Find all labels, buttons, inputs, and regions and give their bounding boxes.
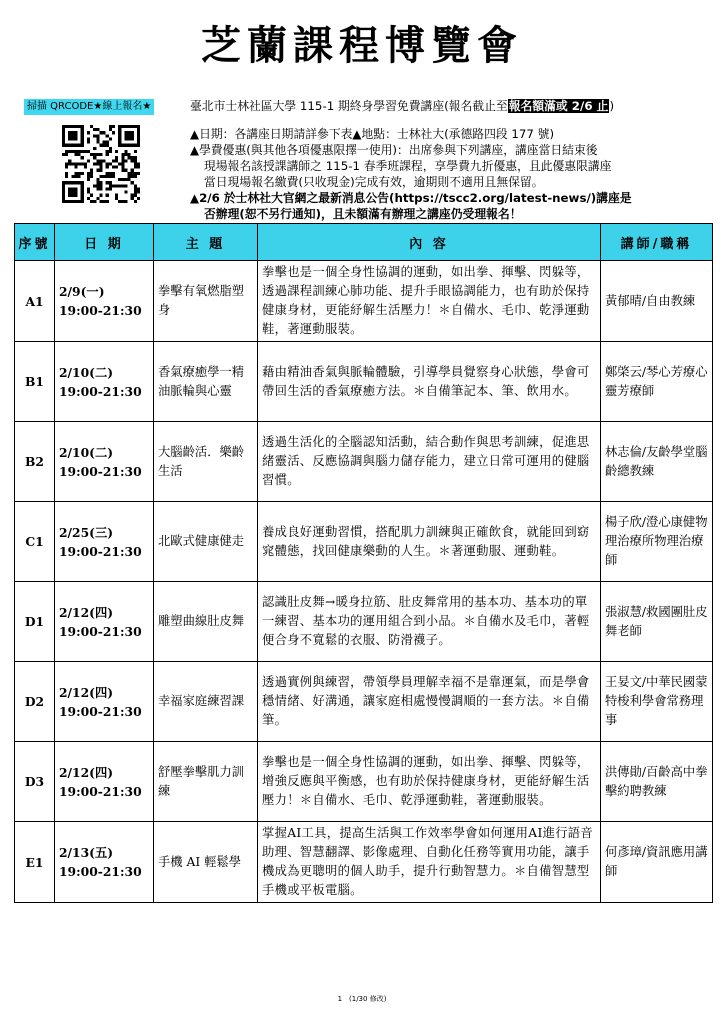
course-time: 19:00-21:30 — [59, 703, 142, 719]
course-content: 藉由精油香氣與脈輪體驗，引導學員覺察身心狀態，學會可帶回生活的香氣療癒方法。＊自備筆記本、筆、飲用水。 — [258, 342, 601, 422]
course-day: 2/25(三) — [59, 524, 114, 540]
course-code: A1 — [15, 261, 55, 342]
header-date: 日 期 — [55, 224, 154, 261]
header-code: 序號 — [15, 224, 55, 261]
course-time: 19:00-21:30 — [59, 383, 142, 399]
header-teacher: 講師/職稱 — [601, 224, 713, 261]
course-content: 透過生活化的全腦認知活動，結合動作與思考訓練，促進思緒靈活、反應協調與腦力儲存能力，建立日常可運用的健腦習慣。 — [258, 422, 601, 502]
course-date — [55, 422, 154, 502]
course-topic: 雕塑曲線肚皮舞 — [154, 582, 258, 662]
course-teacher: 張淑慧/救國團肚皮舞老師 — [601, 582, 713, 662]
course-content: 拳擊也是一個全身性協調的運動，如出拳、揮擊、閃躲等，增強反應與平衡感，也有助於保持健康身材，更能紓解生活壓力！＊自備水、毛巾、乾淨運動鞋，著運動服裝。 — [258, 742, 601, 822]
course-teacher: 鄭棨云/琴心芳療心靈芳療師 — [601, 342, 713, 422]
course-date — [55, 822, 154, 903]
course-topic: 香氣療癒學一精油脈輪與心靈 — [154, 342, 258, 422]
deadline-highlight: 報名額滿或 2/6 止 — [508, 99, 609, 113]
table-row — [15, 502, 713, 582]
page-title: 芝蘭課程博覽會 — [201, 23, 523, 69]
course-code: D2 — [15, 662, 55, 742]
course-day: 2/9(一) — [59, 284, 105, 299]
course-code: B2 — [15, 422, 55, 502]
course-teacher: 林志倫/友齡學堂腦齡總教練 — [601, 422, 713, 502]
table-row — [15, 742, 713, 822]
course-date — [55, 662, 154, 742]
course-teacher: 黃郁晴/自由教練 — [601, 261, 713, 342]
qr-code-icon[interactable] — [62, 125, 140, 203]
table-row — [15, 822, 713, 903]
course-topic: 幸福家庭練習課 — [154, 662, 258, 742]
course-teacher: 何彥璋/資訊應用講師 — [601, 822, 713, 903]
table-row — [15, 662, 713, 742]
course-content: 拳擊也是一個全身性協調的運動，如出拳、揮擊、閃躲等，透過課程訓練心肺功能、提升手眼協調能力，也有助於保持健康身材，更能紓解生活壓力！＊自備水、毛巾、乾淨運動鞋，著運動服裝。 — [258, 261, 601, 342]
info-line-4: 現場報名該授課講師之 115-1 春季班課程，享學費九折優惠，且此優惠限講座 — [204, 159, 612, 173]
course-date — [55, 742, 154, 822]
course-code: B1 — [15, 342, 55, 422]
course-topic: 手機 AI 輕鬆學 — [154, 822, 258, 903]
info-line-2: ▲日期：各講座日期請詳參下表▲地點：士林社大(承德路四段 177 號) — [190, 127, 555, 141]
course-time: 19:00-21:30 — [59, 864, 142, 879]
course-topic: 拳擊有氧燃脂塑身 — [154, 261, 258, 342]
table-row — [15, 582, 713, 662]
page-footer: 1 (1/30 修改) — [337, 995, 387, 1003]
course-date — [55, 582, 154, 662]
info-line-7: 否辦理(恕不另行通知)，且未額滿有辦理之講座仍受理報名！ — [204, 207, 522, 221]
course-table — [14, 223, 713, 903]
course-time: 19:00-21:30 — [59, 623, 142, 639]
course-content: 掌握AI工具，提高生活與工作效率學會如何運用AI進行語音助理、智慧翻譯、影像處理、自動化任務等實用功能，讓手機成為更聰明的個人助手，提升行動智慧力。＊自備智慧型手機或平板電腦。 — [258, 822, 601, 903]
course-topic: 舒壓拳擊肌力訓練 — [154, 742, 258, 822]
course-day: 2/10(二) — [59, 444, 114, 460]
course-time: 19:00-21:30 — [59, 463, 142, 479]
info-line-6: ▲2/6 於士林社大官網之最新消息公告(https://tscc2.org/latest-news/)講座是 — [190, 191, 632, 205]
course-day: 2/12(四) — [59, 764, 114, 780]
course-day: 2/10(二) — [59, 364, 114, 380]
table-row — [15, 342, 713, 422]
info-line-3: ▲學費優惠(與其他各項優惠限擇一使用)：出席參與下列講座，講座當日結束後 — [190, 143, 598, 157]
course-content: 透過實例與練習，帶領學員理解幸福不是靠運氣，而是學會穩情緒、好溝通，讓家庭相處慢慢調順的一套方法。＊自備筆。 — [258, 662, 601, 742]
header-content: 內 容 — [258, 224, 601, 261]
course-content: 養成良好運動習慣，搭配肌力訓練與正確飲食，就能回到窈窕體態，找回健康樂動的人生。＊著運動服、運動鞋。 — [258, 502, 601, 582]
course-code: E1 — [15, 822, 55, 903]
course-day: 2/13(五) — [59, 845, 114, 860]
course-teacher: 王妟文/中華民國蒙特梭利學會常務理事 — [601, 662, 713, 742]
event-info — [190, 98, 710, 222]
course-date — [55, 261, 154, 342]
course-time: 19:00-21:30 — [59, 783, 142, 799]
table-row — [15, 261, 713, 342]
info-line-5: 當日現場報名繳費(只收現金)完成有效，逾期則不適用且無保留。 — [204, 175, 544, 189]
course-code: D1 — [15, 582, 55, 662]
table-header-row — [15, 224, 713, 261]
course-time: 19:00-21:30 — [59, 303, 142, 318]
course-date — [55, 502, 154, 582]
course-time: 19:00-21:30 — [59, 543, 142, 559]
qr-section — [18, 97, 178, 217]
course-teacher: 楊子欣/澄心康健物理治療所物理治療師 — [601, 502, 713, 582]
table-row — [15, 422, 713, 502]
course-date — [55, 342, 154, 422]
course-code: C1 — [15, 502, 55, 582]
course-day: 2/12(四) — [59, 604, 114, 620]
course-content: 認識肚皮舞→暖身拉筋、肚皮舞常用的基本功、基本功的單一練習、基本功的運用組合到小品。＊自備水及毛巾，著輕便合身不寬鬆的衣服、防滑襪子。 — [258, 582, 601, 662]
course-code: D3 — [15, 742, 55, 822]
qr-label: 掃描 QRCODE★線上報名★ — [24, 99, 154, 115]
course-day: 2/12(四) — [59, 684, 114, 700]
course-topic: 大腦齡活．樂齡生活 — [154, 422, 258, 502]
info-line-1: 臺北市士林社區大學 115-1 期終身學習免費講座(報名截止至報名額滿或 2/6 止) — [190, 99, 615, 113]
course-teacher: 洪傳勛/百齡高中拳擊約聘教練 — [601, 742, 713, 822]
header-topic: 主 題 — [154, 224, 258, 261]
course-topic: 北歐式健康健走 — [154, 502, 258, 582]
